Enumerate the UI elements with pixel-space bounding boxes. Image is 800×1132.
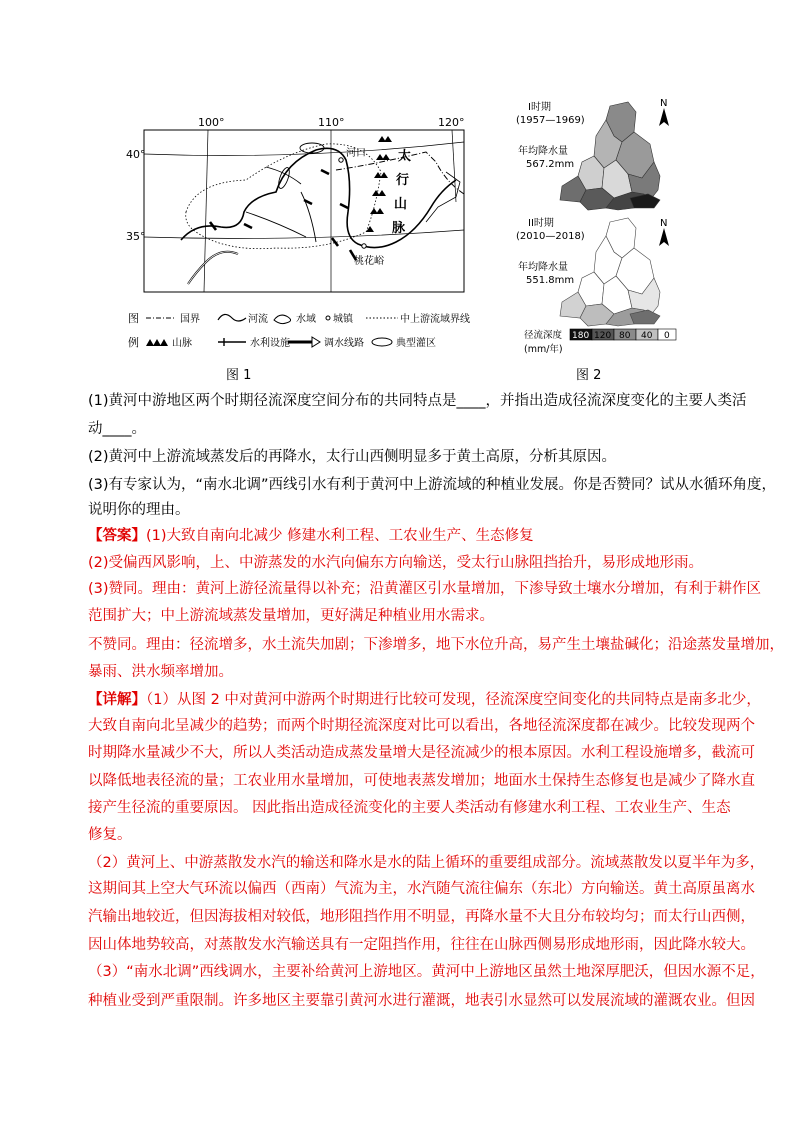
legend-basin-label: 中上游流域界线 <box>400 314 470 325</box>
north-label-2: N <box>660 218 668 229</box>
text-line <box>88 446 728 468</box>
period1-rain-label: 年均降水量 <box>518 146 568 157</box>
meridian-100 <box>204 130 208 292</box>
town-hekou <box>339 158 343 162</box>
legend-value-40: 40 <box>641 331 653 341</box>
yellow-river <box>181 148 456 247</box>
lat-label-35: 35° <box>126 230 146 243</box>
lon-label-100: 100° <box>198 116 225 129</box>
legend-water-symbol <box>274 315 291 323</box>
text-line <box>88 418 728 440</box>
text-line-content: (1)黄河中游地区两个时期径流深度空间分布的共同特点是____，并指出造成径流深度变化的主要人类活 <box>88 393 747 409</box>
legend-value-80: 80 <box>619 331 631 341</box>
legend-value-0: 0 <box>664 331 670 341</box>
text-line-content: (3)有专家认为，“南水北调”西线引水有利于黄河中上游流域的种植业发展。你是否赞同？试从水循环角度， <box>88 477 777 493</box>
runoff-legend-unit: (mm/年) <box>524 344 563 355</box>
text-line-content: 接产生径流的重要原因。 因此指出造成径流变化的主要人类活动有修建水利工程、工农业生产、生态 <box>88 800 731 816</box>
tributary <box>301 192 316 242</box>
north-arrow-2-icon <box>659 228 669 246</box>
figure-1-caption: 图 1 <box>226 368 252 383</box>
text-line <box>88 770 755 792</box>
text-line-content: 不赞同。理由：径流增多，水土流失加剧；下渗增多，地下水位升高，易产生土壤盐碱化；沿途蒸发量增加， <box>88 637 784 653</box>
north-label-1: N <box>660 98 668 109</box>
text-line <box>88 715 755 737</box>
town-taohuayu <box>362 244 366 248</box>
taohuayu-label: 桃花峪 <box>354 256 384 267</box>
period2-rain-value: 551.8mm <box>526 275 575 286</box>
text-line-content: (2)受偏西风影响，上、中游蒸发的水汽向偏东方向输送，受太行山脉阻挡抬升，易形成地形雨。 <box>88 555 704 571</box>
section-bracket-label: 【答案】 <box>88 528 146 544</box>
lat-label-40: 40° <box>126 148 146 161</box>
text-line-content: (3)赞同。理由：黄河上游径流量得以补充；沿黄灌区引水量增加，下渗导致土壤水分增加，有利于耕作区 <box>88 581 762 597</box>
period1-years: (1957—1969) <box>516 115 585 126</box>
text-line <box>88 961 765 983</box>
hekou-label: 河口 <box>346 148 366 159</box>
text-line-content: 大致自南向北呈减少的趋势；而两个时期径流深度对比可以看出，各地径流深度都在减少。比较发现两个 <box>88 718 755 734</box>
text-line-content: （1）从图 2 中对黄河中游两个时期进行比较可发现，径流深度空间变化的共同特点是南多北少， <box>146 692 761 708</box>
text-line-content: 汽输出地较近，但因海拔相对较低，地形阻挡作用不明显，再降水量不大且分布较均匀；而太行山西侧， <box>88 909 755 925</box>
text-line <box>88 605 728 627</box>
text-line <box>88 474 777 496</box>
lon-label-110: 110° <box>318 116 345 129</box>
mountain-char-shan: 山 <box>394 197 408 212</box>
text-line <box>88 878 755 900</box>
period1-rain-value: 567.2mm <box>526 159 575 170</box>
text-line-content: 动____。 <box>88 421 146 437</box>
text-line <box>88 824 728 846</box>
legend-diversion-arrow <box>312 337 320 347</box>
text-line-content: (1)大致自南向北减少 修建水利工程、工农业生产、生态修复 <box>146 528 534 544</box>
text-line <box>88 552 728 574</box>
text-line-content: （2）黄河上、中游蒸散发水汽的输送和降水是水的陆上循环的重要组成部分。流域蒸散发以夏半年为多， <box>88 855 765 871</box>
legend-river-label: 河流 <box>248 314 268 325</box>
text-line <box>88 742 755 764</box>
text-line-content: 范围扩大；中上游流域蒸发量增加，更好满足种植业用水需求。 <box>88 608 494 624</box>
period2-rain-label: 年均降水量 <box>518 262 568 273</box>
text-line-content: 时期降水量减少不大，所以人类活动造成蒸发量增大是径流减少的根本原因。水利工程设施增多，截流可 <box>88 745 755 761</box>
section-bracket-label: 【详解】 <box>88 692 146 708</box>
text-line-content: 修复。 <box>88 827 132 843</box>
text-line-content: （3）“南水北调”西线调水，主要补给黄河上游地区。黄河中上游地区虽然土地深厚肥沃，但因水源不足， <box>88 964 765 980</box>
basin-boundary <box>186 144 381 249</box>
mountain-char-mai: 脉 <box>392 221 406 236</box>
legend-value-120: 120 <box>594 331 612 341</box>
legend-head-li: 例 <box>128 336 139 349</box>
legend-town-label: 城镇 <box>333 314 353 325</box>
mountain-char-tai: 太 <box>398 149 412 164</box>
text-line <box>88 390 747 412</box>
text-line <box>88 689 761 711</box>
text-line <box>88 906 755 928</box>
legend-irrigation-label: 典型灌区 <box>396 338 436 349</box>
meridian-120 <box>452 130 456 202</box>
text-line <box>88 499 728 521</box>
mountain-char-hang: 行 <box>396 173 410 188</box>
text-line <box>88 525 728 547</box>
period1-label: I时期 <box>528 102 551 113</box>
diversion-route-inner <box>188 252 238 284</box>
legend-head-tu: 图 <box>128 312 139 325</box>
runoff-legend-title: 径流深度 <box>524 330 563 341</box>
legend-facility-symbol <box>218 338 246 346</box>
text-line-content: 暴雨、洪水频率增加。 <box>88 664 233 680</box>
figure-2-caption: 图 2 <box>576 368 602 383</box>
legend-mountain-label: 山脉 <box>172 338 192 349</box>
figure-1-map <box>126 112 482 357</box>
legend-town-symbol <box>326 316 330 320</box>
text-line <box>88 634 784 656</box>
text-line-content: 以降低地表径流的量；工农业用水量增加，可使地表蒸发增加；地面水土保持生态修复也是减少了降水直 <box>88 773 755 789</box>
text-line <box>88 661 728 683</box>
legend-water-label: 水域 <box>296 314 316 325</box>
text-line-content: 因山体地势较高，对蒸散发水汽输送具有一定阻挡作用，往往在山脉西侧易形成地形雨，因此降水较大。 <box>88 937 755 953</box>
text-line-content: 种植业受到严重限制。许多地区主要靠引黄河水进行灌溉，地表引水显然可以发展流域的灌溉农业。但因 <box>88 993 755 1009</box>
text-line <box>88 852 765 874</box>
text-line <box>88 990 755 1012</box>
text-line <box>88 797 731 819</box>
text-line-content: 这期间其上空大气环流以偏西（西南）气流为主，水汽随气流往偏东（东北）方向输送。黄土高原虽离水 <box>88 881 755 897</box>
legend-irrigation-symbol <box>372 338 392 346</box>
legend-diversion-label: 调水线路 <box>324 338 364 349</box>
legend-mountain-symbol <box>146 339 168 346</box>
legend-facility-label: 水利设施 <box>250 338 290 349</box>
text-line-content: (2)黄河中上游流域蒸发后的再降水，太行山西侧明显多于黄土高原，分析其原因。 <box>88 449 617 465</box>
lon-label-120: 120° <box>438 116 465 129</box>
irrigation-area <box>276 166 291 189</box>
text-line <box>88 578 762 600</box>
period2-label: II时期 <box>528 218 554 229</box>
north-arrow-1-icon <box>659 108 669 126</box>
text-line <box>88 934 755 956</box>
period2-years: (2010—2018) <box>516 231 585 242</box>
tributary <box>246 212 306 237</box>
legend-value-180: 180 <box>572 331 590 341</box>
legend-border-label: 国界 <box>180 314 200 325</box>
legend-river-symbol <box>218 314 246 321</box>
figure-2-maps <box>510 96 680 358</box>
text-line-content: 说明你的理由。 <box>88 502 190 518</box>
